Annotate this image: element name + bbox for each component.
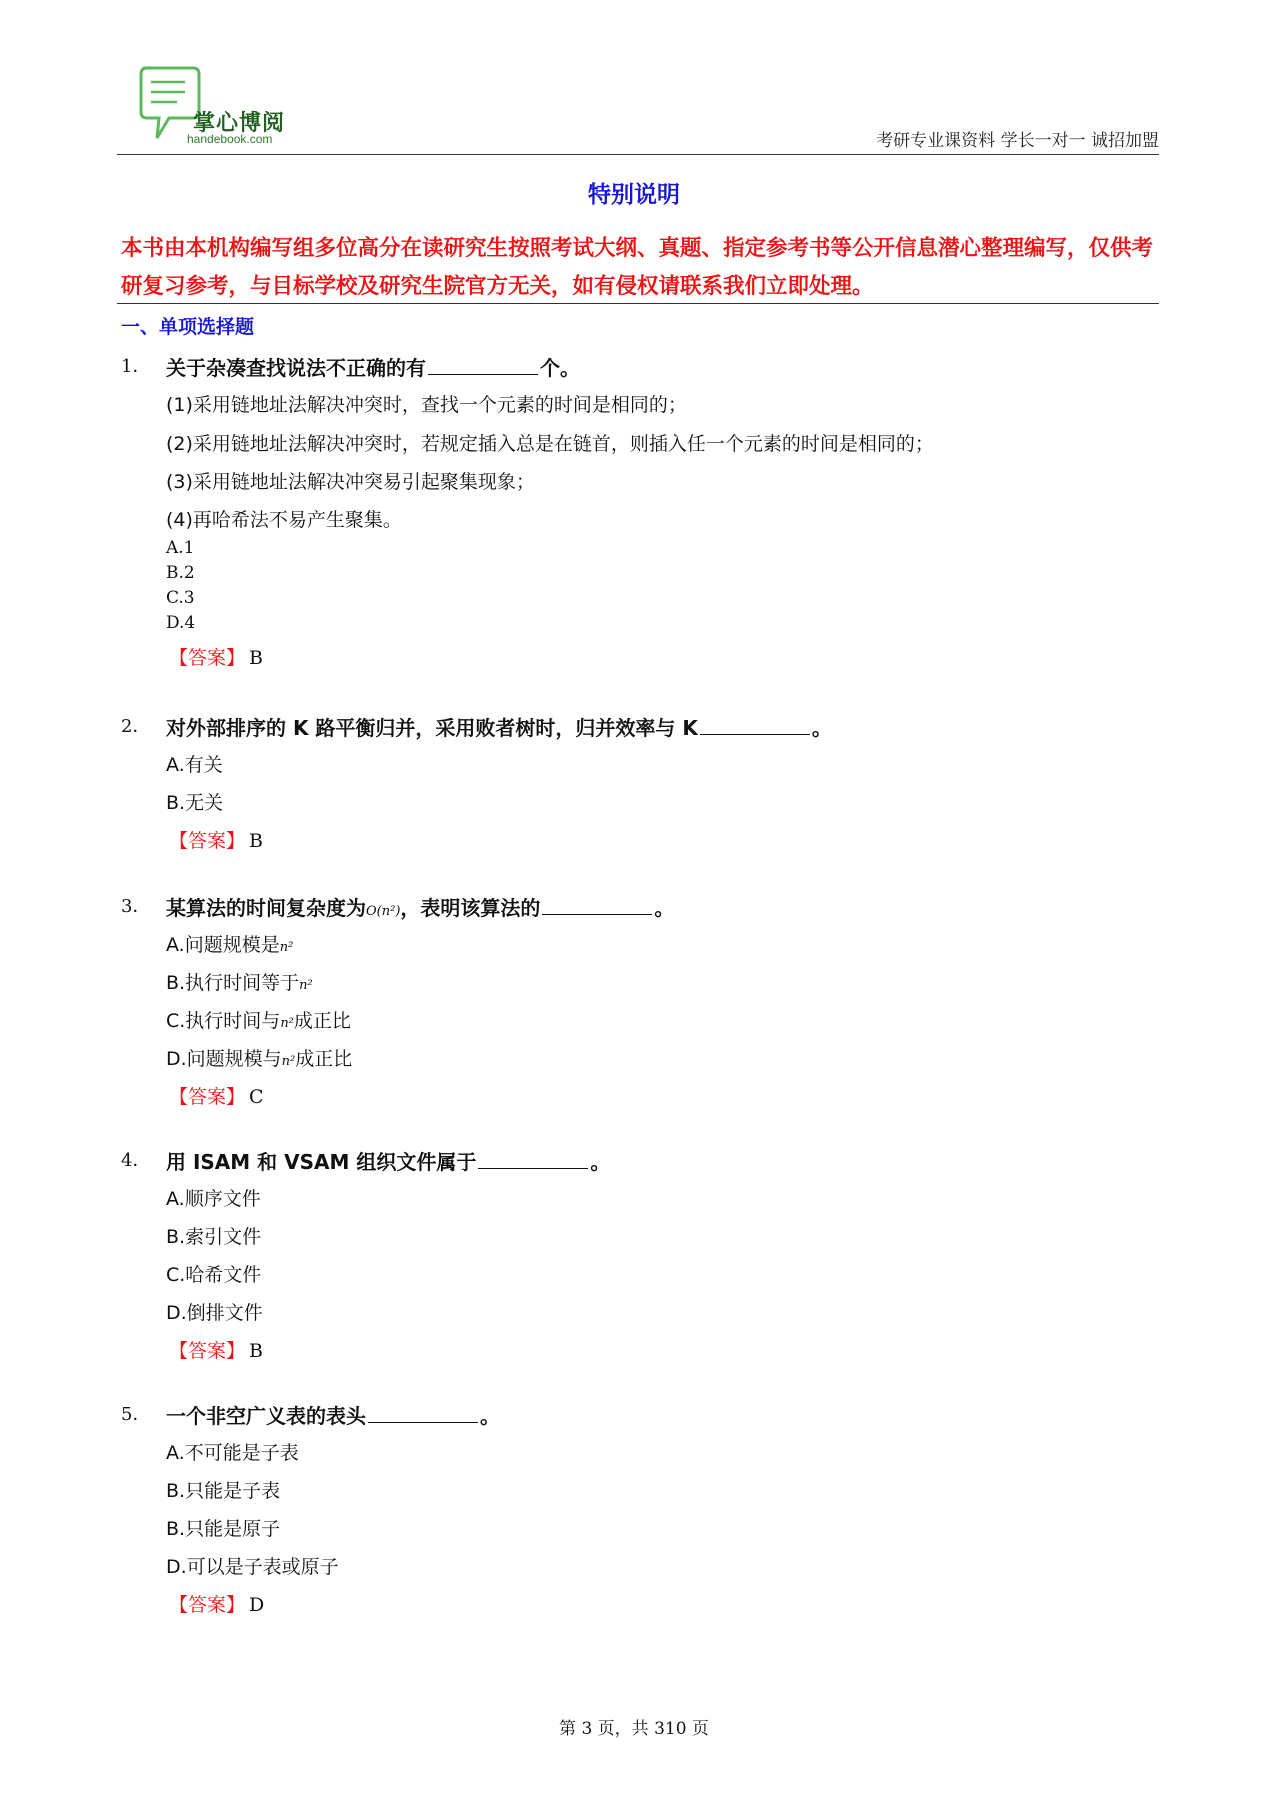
answer-label: 【答案】 — [169, 1086, 246, 1108]
stem-text-end: 。 — [811, 716, 832, 740]
question-stem — [166, 1146, 610, 1175]
stem-text-end: 。 — [654, 896, 675, 920]
answer-value: C — [249, 1086, 264, 1108]
question-number: 5． — [121, 1404, 151, 1425]
option-text-end: 成正比 — [295, 1048, 353, 1070]
option-math: n² — [281, 1054, 296, 1069]
option-text: D.问题规模与 — [166, 1048, 282, 1070]
answer-value: B — [249, 830, 263, 852]
stem-text-mid: ，表明该算法的 — [400, 896, 541, 920]
stem-text: 对外部排序的 K 路平衡归并，采用败者树时，归并效率与 K — [166, 716, 698, 740]
option: A.1 — [166, 538, 195, 558]
statement: (1)采用链地址法解决冲突时，查找一个元素的时间是相同的； — [166, 394, 687, 416]
notice-title: 特别说明 — [588, 182, 680, 208]
option: D.可以是子表或原子 — [166, 1556, 339, 1578]
stem-text: 一个非空广义表的表头 — [166, 1404, 366, 1428]
stem-math: O(n²) — [366, 904, 401, 919]
option-math: n² — [279, 940, 294, 955]
question-number: 2． — [121, 716, 151, 737]
stem-text: 用 ISAM 和 VSAM 组织文件属于 — [166, 1150, 477, 1174]
page-footer: 第 3 页，共 310 页 — [559, 1719, 709, 1739]
answer-blank — [478, 1150, 588, 1169]
answer-value: B — [249, 1340, 263, 1362]
logo-domain: handebook.com — [187, 132, 273, 146]
statement: (4)再哈希法不易产生聚集。 — [166, 509, 402, 531]
header-tagline: 考研专业课资料 学长一对一 诚招加盟 — [876, 131, 1159, 151]
stem-text-end: 。 — [480, 1404, 500, 1428]
answer-label: 【答案】 — [169, 1340, 246, 1362]
statement: (2)采用链地址法解决冲突时，若规定插入总是在链首，则插入任一个元素的时间是相同的； — [166, 433, 934, 455]
option: C.3 — [166, 588, 195, 608]
question-stem — [166, 712, 832, 741]
answer — [169, 1336, 263, 1363]
option-math: n² — [299, 978, 313, 993]
page-header — [117, 58, 1159, 156]
option: A.不可能是子表 — [166, 1442, 299, 1464]
option-text: A.问题规模是 — [166, 934, 280, 956]
logo-text: 掌心博阅 — [193, 111, 286, 136]
answer-label: 【答案】 — [169, 647, 246, 669]
option: B.2 — [166, 563, 195, 583]
notice-divider — [117, 303, 1159, 304]
header-divider — [117, 154, 1159, 155]
answer-label: 【答案】 — [169, 830, 246, 852]
option: B.无关 — [166, 792, 224, 814]
option — [166, 930, 293, 957]
statement: (3)采用链地址法解决冲突易引起聚集现象； — [166, 471, 535, 493]
answer-label: 【答案】 — [169, 1594, 246, 1616]
question-number: 1． — [121, 356, 151, 377]
stem-text: 某算法的时间复杂度为 — [166, 896, 366, 920]
option-text: B.执行时间等于 — [166, 972, 300, 994]
stem-text-end: 。 — [590, 1150, 611, 1174]
answer-blank — [542, 896, 652, 915]
option: D.4 — [166, 613, 196, 633]
answer — [169, 1082, 264, 1109]
option: C.哈希文件 — [166, 1264, 262, 1286]
option — [166, 1044, 352, 1071]
option: A.顺序文件 — [166, 1188, 261, 1210]
question-number: 3． — [121, 896, 151, 917]
answer-blank — [700, 716, 810, 735]
logo — [135, 62, 315, 148]
question-stem — [166, 352, 580, 381]
question-number: 4． — [121, 1150, 151, 1171]
option: B.只能是原子 — [166, 1518, 281, 1540]
answer — [169, 1590, 264, 1617]
answer-blank — [428, 356, 538, 375]
option — [166, 1006, 351, 1033]
question-stem — [166, 1400, 500, 1429]
option: B.只能是子表 — [166, 1480, 281, 1502]
option — [166, 968, 313, 995]
option: B.索引文件 — [166, 1226, 262, 1248]
answer — [169, 643, 263, 670]
answer-value: B — [249, 647, 263, 669]
question-stem — [166, 892, 674, 921]
answer-blank — [368, 1404, 478, 1423]
stem-text-end: 个。 — [540, 356, 580, 380]
option: A.有关 — [166, 754, 223, 776]
option: D.倒排文件 — [166, 1302, 263, 1324]
section-title: 一、单项选择题 — [121, 316, 255, 338]
notice-body: 本书由本机构编写组多位高分在读研究生按照考试大纲、真题、指定参考书等公开信息潜心整理编写，仅供考研复习参考，与目标学校及研究生院官方无关，如有侵权请联系我们立即处理。 — [121, 236, 1154, 299]
answer-value: D — [249, 1594, 265, 1616]
option-text-end: 成正比 — [293, 1010, 351, 1032]
answer — [169, 826, 263, 853]
option-text: C.执行时间与 — [166, 1010, 281, 1032]
option-math: n² — [280, 1016, 294, 1031]
stem-text: 关于杂凑查找说法不正确的有 — [166, 356, 426, 380]
